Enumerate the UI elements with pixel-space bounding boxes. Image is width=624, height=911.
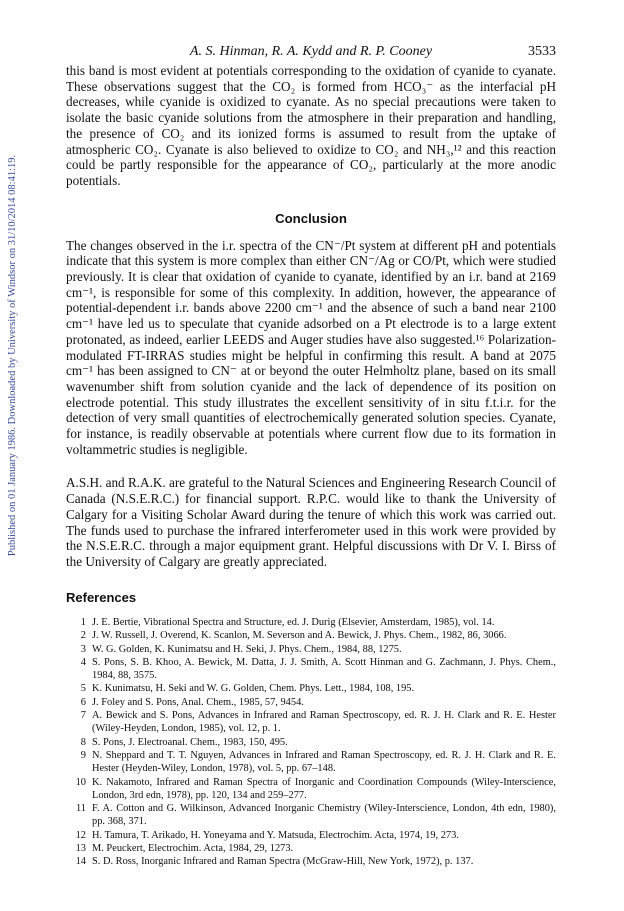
reference-number: 7: [80, 710, 86, 722]
reference-item: [66, 749, 556, 776]
reference-text: M. Peuckert, Electrochim. Acta, 1984, 29, 1273.: [92, 843, 294, 855]
reference-text: S. Pons, S. B. Khoo, A. Bewick, M. Datta, J. J. Smith, A. Scott Hinman and G. Zachmann, J. Phys. Chem., 1984, 88, 3575.: [92, 656, 556, 682]
references-heading: References: [66, 590, 137, 605]
reference-item: [66, 802, 556, 829]
reference-number: 6: [80, 696, 86, 708]
reference-text: H. Tamura, T. Arikado, H. Yoneyama and Y. Matsuda, Electrochim. Acta, 1974, 19, 273.: [92, 829, 459, 841]
body-paragraph: this band is most evident at potentials corresponding to the oxidation of cyanide to cyanate. These observations suggest that the CO₂ is formed from HCO₃⁻ as the interfacial pH decreases, while cyanide is oxidized to cyanate. As no special precautions were taken to isolate the basic cyanide solutions from the atmosphere in their preparation and handling, the presence of CO₂ and its ionized forms is assumed to result from the uptake of atmospheric CO₂. Cyanate is also believed to oxidize to CO₂ and NH₃,¹² and this reaction could be partly responsible for the appearance of CO₂, particularly at the more anodic potentials.: [66, 63, 556, 188]
reference-text: N. Sheppard and T. T. Nguyen, Advances in Infrared and Raman Spectroscopy, ed. R. J. H. Clark and R. E. Hester (Heyden-Wiley, London, 1978), vol. 5, pp. 67–148.: [92, 749, 556, 775]
reference-item: [66, 643, 556, 656]
reference-item: [66, 629, 556, 642]
conclusion-heading: Conclusion: [275, 210, 347, 226]
reference-item: [66, 696, 556, 709]
reference-number: 9: [80, 749, 86, 761]
references-list: [66, 616, 556, 869]
reference-item: [66, 709, 556, 736]
reference-text: A. Bewick and S. Pons, Advances in Infrared and Raman Spectroscopy, ed. R. J. H. Clark and R. E. Hester (Wiley-Heyden, London, 1985), vol. 12, p. 1.: [92, 710, 556, 735]
reference-item: [66, 829, 556, 842]
reference-number: 8: [80, 736, 86, 748]
reference-item: [66, 656, 556, 683]
reference-text: S. Pons, J. Electroanal. Chem., 1983, 150, 495.: [92, 736, 288, 748]
reference-item: [66, 682, 556, 695]
reference-item: [66, 616, 556, 629]
download-note-text: Published on 01 January 1986. Downloaded by University of Windsor on 31/10/2014 08:41:19.: [7, 154, 19, 556]
running-head-authors: A. S. Hinman, R. A. Kydd and R. P. Cooney: [189, 44, 433, 59]
reference-text: J. Foley and S. Pons, Anal. Chem., 1985, 57, 9454.: [92, 696, 304, 708]
reference-text: F. A. Cotton and G. Wilkinson, Advanced Inorganic Chemistry (Wiley-Interscience, London, 4th edn, 1980), pp. 368, 371.: [92, 803, 556, 828]
conclusion-paragraph: The changes observed in the i.r. spectra of the CN⁻/Pt system at different pH and potentials indicate that this system is more complex than either CN⁻/Ag or CO/Pt, which were studied previously. It is clear that oxidation of cyanide to cyanate, identified by an i.r. band at 2169 cm⁻¹, is responsible for some of this complexity. In addition, however, the appearance of potential-dependent i.r. bands above 2200 cm⁻¹ and the absence of such a band near 2100 cm⁻¹ have led us to speculate that cyanide adsorbed on a Pt electrode is to a large extent protonated, as indeed, earlier LEEDS and Auger studies have also suggested.¹⁶ Polarization-modulated FT-IRRAS studies might be helpful in confirming this result. A band at 2075 cm⁻¹ has been assigned to CN⁻ at or beyond the outer Helmholtz plane, based on its small wavenumber shift from solution cyanide and the lack of dependence of its position on electrode potential. This study illustrates the excellent sensitivity of in situ f.t.i.r. for the detection of very small quantities of electrochemically generated solution species. Cyanate, for instance, is readily observable at potentials where current flow due to its formation in voltammetric studies is negligible.: [66, 237, 556, 457]
reference-text: S. D. Ross, Inorganic Infrared and Raman Spectra (McGraw-Hill, New York, 1972), p. 137.: [92, 856, 474, 868]
reference-text: J. W. Russell, J. Overend, K. Scanlon, M. Severson and A. Bewick, J. Phys. Chem., 1982, 86, 3066.: [92, 630, 507, 642]
reference-number: 4: [80, 656, 86, 668]
reference-number: 12: [75, 829, 86, 841]
reference-number: 5: [80, 683, 86, 695]
reference-number: 13: [75, 843, 86, 855]
reference-number: 14: [75, 856, 86, 868]
reference-text: W. G. Golden, K. Kunimatsu and H. Seki, J. Phys. Chem., 1984, 88, 1275.: [92, 643, 402, 655]
acknowledgement-paragraph: A.S.H. and R.A.K. are grateful to the Natural Sciences and Engineering Research Council of Canada (N.S.E.R.C.) for financial support. R.P.C. would like to thank the University of Calgary for a Visiting Scholar Award during the tenure of which this work was carried out. The funds used to purchase the infrared interferometer used in this work were provided by the N.S.E.R.C. through a major equipment grant. Helpful discussions with Dr V. I. Birss of the University of Calgary are greatly appreciated.: [66, 475, 556, 569]
download-note-sidebar: [6, 130, 20, 580]
reference-number: 3: [80, 643, 86, 655]
reference-item: [66, 736, 556, 749]
reference-number: 10: [75, 776, 86, 788]
reference-number: 11: [75, 803, 86, 815]
reference-number: 2: [80, 630, 86, 642]
reference-item: [66, 855, 556, 868]
reference-text: K. Kunimatsu, H. Seki and W. G. Golden, Chem. Phys. Lett., 1984, 108, 195.: [92, 683, 415, 695]
reference-number: 1: [80, 617, 86, 628]
reference-text: K. Nakamoto, Infrared and Raman Spectra of Inorganic and Coordination Compounds (Wiley-Interscience, London, 3rd edn, 1978), pp. 120, 134 and 259–277.: [92, 776, 556, 801]
reference-item: [66, 776, 556, 803]
reference-item: [66, 842, 556, 855]
page-number: 3533: [528, 44, 556, 59]
running-head: [66, 44, 556, 62]
reference-text: J. E. Bertie, Vibrational Spectra and Structure, ed. J. Durig (Elsevier, Amsterdam, 1985), vol. 14.: [92, 617, 495, 628]
article-body: [66, 63, 556, 570]
